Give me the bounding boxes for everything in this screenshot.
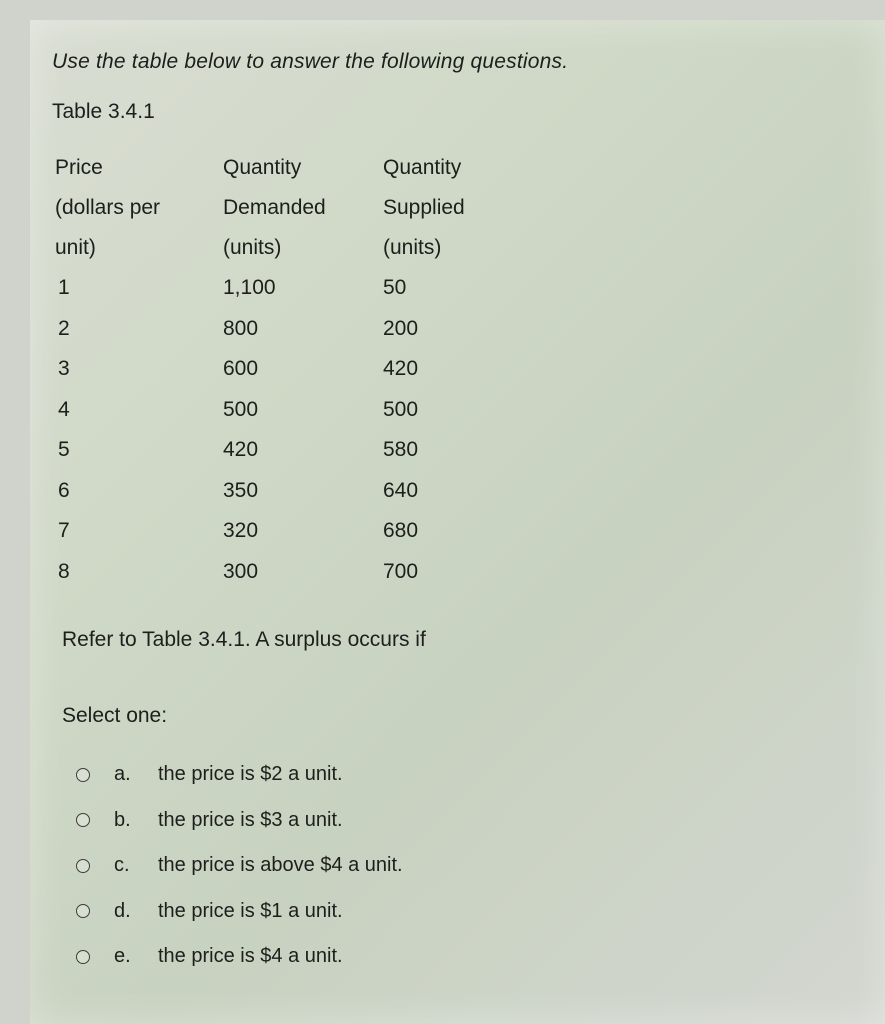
header-price-line: Price xyxy=(55,156,103,179)
header-price xyxy=(55,148,223,268)
cell-quantity-demanded: 350 xyxy=(223,478,259,502)
cell-quantity-demanded: 1,100 xyxy=(223,276,276,300)
table-row xyxy=(55,552,523,593)
cell-price: 5 xyxy=(58,438,70,462)
header-price-line: unit) xyxy=(55,236,96,259)
option-letter: e. xyxy=(114,945,131,968)
cell-price: 8 xyxy=(58,559,70,583)
cell-quantity-supplied: 680 xyxy=(383,519,419,543)
header-quantity-demanded xyxy=(223,148,383,268)
cell-quantity-demanded: 420 xyxy=(223,438,259,462)
instruction-text: Use the table below to answer the following questions. xyxy=(52,50,569,73)
cell-price: 7 xyxy=(58,519,70,543)
option-b[interactable] xyxy=(76,798,403,844)
cell-quantity-supplied: 700 xyxy=(383,559,419,583)
header-price-line: (dollars per xyxy=(55,196,161,219)
radio-button[interactable] xyxy=(76,859,90,873)
option-text[interactable]: the price is $2 a unit. xyxy=(158,763,343,786)
header-qs-line: Quantity xyxy=(383,156,462,179)
header-qs-line: (units) xyxy=(383,236,442,259)
radio-button[interactable] xyxy=(76,768,90,782)
option-letter: c. xyxy=(114,854,130,877)
table-caption: Table 3.4.1 xyxy=(52,100,155,123)
table-header-row xyxy=(55,148,523,268)
table-row xyxy=(55,471,523,512)
table-row xyxy=(55,309,523,350)
cell-quantity-supplied: 640 xyxy=(383,478,419,502)
table-row xyxy=(55,390,523,431)
cell-quantity-demanded: 320 xyxy=(223,519,259,543)
table-row xyxy=(55,268,523,309)
option-a[interactable] xyxy=(76,752,403,798)
select-one-label: Select one: xyxy=(62,704,168,727)
option-text[interactable]: the price is $4 a unit. xyxy=(158,945,343,968)
header-qd-line: (units) xyxy=(223,236,282,259)
cell-price: 1 xyxy=(58,276,70,300)
cell-quantity-supplied: 420 xyxy=(383,357,419,381)
question-text: Refer to Table 3.4.1. A surplus occurs if xyxy=(62,628,426,651)
option-text[interactable]: the price is $3 a unit. xyxy=(158,808,343,831)
option-text[interactable]: the price is above $4 a unit. xyxy=(158,854,403,877)
cell-price: 3 xyxy=(58,357,70,381)
cell-price: 6 xyxy=(58,478,70,502)
header-qd-line: Demanded xyxy=(223,196,326,219)
option-letter: a. xyxy=(114,763,131,786)
cell-quantity-supplied: 200 xyxy=(383,316,419,340)
cell-quantity-demanded: 500 xyxy=(223,397,259,421)
option-c[interactable] xyxy=(76,843,403,889)
radio-button[interactable] xyxy=(76,813,90,827)
option-d[interactable] xyxy=(76,889,403,935)
radio-button[interactable] xyxy=(76,950,90,964)
radio-button[interactable] xyxy=(76,904,90,918)
table-row xyxy=(55,349,523,390)
answer-options xyxy=(76,752,403,980)
cell-quantity-demanded: 800 xyxy=(223,316,259,340)
cell-price: 2 xyxy=(58,316,70,340)
option-e[interactable] xyxy=(76,934,403,980)
cell-price: 4 xyxy=(58,397,70,421)
option-text[interactable]: the price is $1 a unit. xyxy=(158,899,343,922)
table-row xyxy=(55,430,523,471)
cell-quantity-supplied: 50 xyxy=(383,276,407,300)
option-letter: d. xyxy=(114,899,131,922)
table-row xyxy=(55,511,523,552)
header-qs-line: Supplied xyxy=(383,196,465,219)
option-letter: b. xyxy=(114,808,131,831)
header-quantity-supplied xyxy=(383,148,523,268)
cell-quantity-demanded: 300 xyxy=(223,559,259,583)
cell-quantity-demanded: 600 xyxy=(223,357,259,381)
supply-demand-table xyxy=(55,148,523,592)
header-qd-line: Quantity xyxy=(223,156,302,179)
cell-quantity-supplied: 500 xyxy=(383,397,419,421)
cell-quantity-supplied: 580 xyxy=(383,438,419,462)
